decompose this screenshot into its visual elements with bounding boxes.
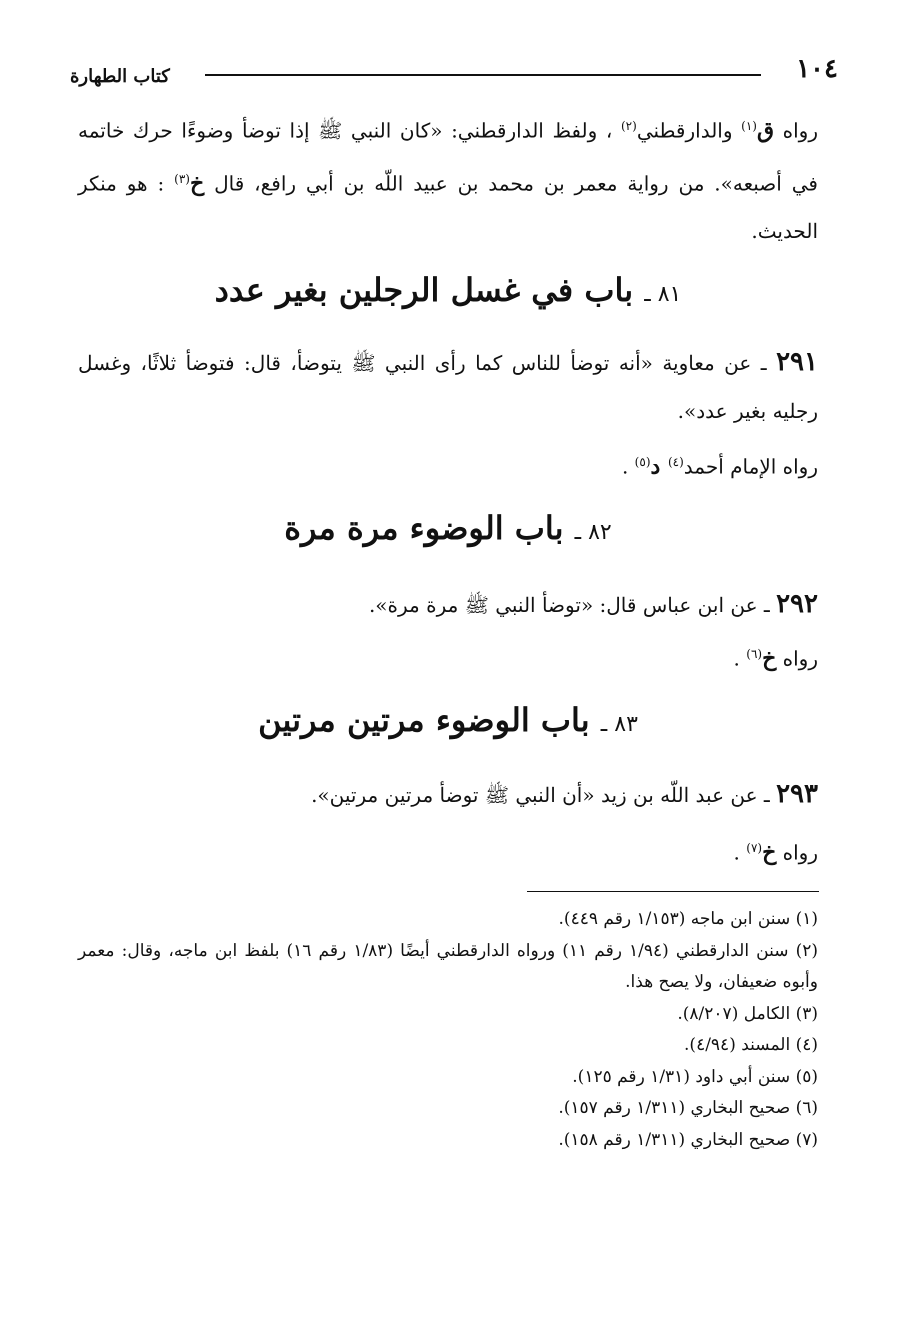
hadith-293 [78,770,818,819]
source-symbol-q: ق [756,117,775,144]
footnotes [78,904,818,1156]
footnote-ref-1: (١) [741,119,757,133]
footnote-ref-7: (٧) [746,841,763,855]
footnote-1: (١) سنن ابن ماجه (١/١٥٣ رقم ٤٤٩). [558,909,818,929]
intro-text-d: : هو منكر الحديث. [78,171,818,244]
riwaya-end: . [621,454,635,479]
footnote-3: (٣) الكامل (٨/٢٠٧). [677,1003,818,1024]
riwaya-text: رواه [776,646,818,671]
intro-text-c: ، ولفظ الدارقطني: «كان النبي ﷺ إذا توضأ وضوءًا حرك خاتمه في أصبعه». من رواية معمر بن محمد بن عبيد اللّه بن أبي رافع، قال [78,118,818,196]
riwaya-293 [78,824,818,877]
page-number: ١٠٤ [796,54,838,84]
footnote-ref-2: (٢) [620,119,637,133]
source-symbol-d: د [650,453,668,480]
footnote-ref-3: (٣) [174,171,190,186]
intro-text-a: رواه [774,118,818,143]
chapter-title: باب في غسل الرجلين بغير عدد [214,271,634,309]
footnote-ref-4: (٤) [667,455,684,469]
riwaya-text: رواه [776,840,818,865]
footnote-5: (٥) سنن أبي داود (١/٣١ رقم ١٢٥). [572,1066,818,1087]
hadith-text: ـ عن معاوية «أنه توضأ للناس كما رأى النبي ﷺ يتوضأ، قال: فتوضأ ثلاثًا، وغسل رجليه بغير عدد». [78,351,818,423]
intro-paragraph [78,102,818,255]
chapter-title: باب الوضوء مرتين مرتين [258,701,590,739]
source-symbol-kh: خ [762,839,777,866]
footnote-7: (٧) صحيح البخاري (١/٣١١ رقم ١٥٨). [558,1129,818,1150]
footnote-6: (٦) صحيح البخاري (١/٣١١ رقم ١٥٧). [558,1098,818,1118]
hadith-number: ٢٩٢ [776,589,818,619]
riwaya-291 [78,438,818,491]
chapter-title: باب الوضوء مرة مرة [284,509,564,547]
running-title: كتاب الطهارة [70,66,170,87]
riwaya-end: . [733,840,747,865]
hadith-text: ـ عن عبد اللّه بن زيد «أن النبي ﷺ توضأ مرتين مرتين». [311,783,777,807]
footnote-2: (٢) سنن الدارقطني (١/٩٤ رقم ١١) ورواه الدارقطني أيضًا (١/٨٣ رقم ١٦) بلفظ ابن ماجه، وقال: معمر وأبوه ضعيفان، ولا يصح هذا. [78,940,818,992]
hadith-number: ٢٩٣ [776,779,818,809]
riwaya-text: رواه الإمام أحمد [683,454,818,479]
riwaya-end: . [733,646,747,671]
footnote-4: (٤) المسند (٤/٩٤). [684,1035,818,1055]
source-symbol-kh: خ [762,645,777,672]
chapter-heading-82 [78,500,818,561]
chapter-heading-81 [78,262,818,323]
intro-text-b: والدارقطني [636,118,742,143]
hadith-number: ٢٩١ [776,347,818,377]
source-symbol-kh: خ [189,170,205,197]
footnote-rule [527,891,819,892]
chapter-heading-83 [78,692,818,753]
chapter-number: ٨٣ ـ [600,712,638,737]
riwaya-292 [78,630,818,683]
hadith-291 [78,338,818,435]
footnote-ref-6: (٦) [746,647,763,661]
header-rule [205,74,761,76]
hadith-292 [78,580,818,629]
hadith-text: ـ عن ابن عباس قال: «توضأ النبي ﷺ مرة مرة». [368,593,777,617]
chapter-number: ٨٢ ـ [574,520,612,545]
chapter-number: ٨١ ـ [644,282,682,307]
footnote-ref-5: (٥) [634,455,651,469]
